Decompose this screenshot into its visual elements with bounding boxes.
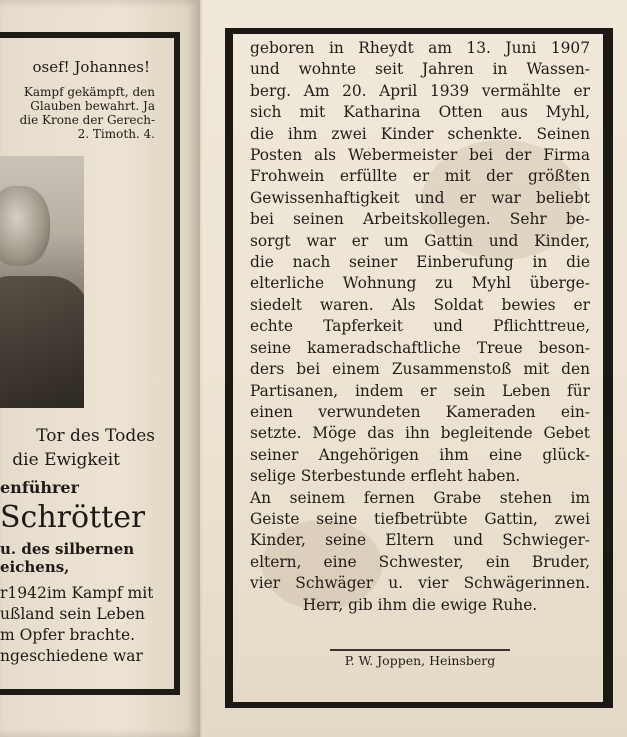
tor-des-todes-line: Tor des Todes: [36, 426, 155, 446]
verse-line-1: Kampf gekämpft, den: [23, 86, 155, 99]
text-line: Partisanen, indem er sein Leben für: [250, 381, 590, 400]
signature-divider: [330, 649, 510, 651]
text-line: Gewissenhaftigkeit und er war beliebt: [250, 188, 590, 207]
left-text-line-4: ngeschiedene war: [0, 647, 143, 665]
printer-signature: P. W. Joppen, Heinsberg: [344, 653, 496, 668]
text-line: einen verwundeten Kameraden ein-: [250, 402, 590, 421]
header-names: osef! Johannes!: [32, 58, 150, 76]
text-line: ders bei einem Zusammenstoß mit den: [250, 360, 590, 379]
text-line: geboren in Rheydt am 13. Juni 1907: [250, 39, 590, 57]
decoration-line-2: eichens,: [0, 558, 70, 576]
verse-line-3: die Krone der Gerech-: [19, 114, 155, 127]
left-text-line-2: ußland sein Leben: [0, 605, 145, 623]
left-text-line-1: r1942im Kampf mit: [0, 584, 154, 602]
text-line: An seinem fernen Grabe stehen im: [250, 488, 590, 507]
text-line: sorgt war er um Gattin und Kinder,: [250, 231, 590, 250]
text-line: siedelt waren. Als Soldat bewies er: [250, 295, 590, 314]
soldier-portrait: [0, 156, 84, 408]
text-line: vier Schwäger u. vier Schwägerinnen.: [250, 574, 590, 593]
text-line: eltern, eine Schwester, ein Bruder,: [250, 552, 590, 571]
text-line: und wohnte seit Jahren in Wassen-: [250, 60, 590, 79]
left-memorial-card: [0, 0, 200, 737]
text-line: seiner Angehörigen ihm eine glück-: [250, 445, 590, 464]
text-line: Geiste seine tiefbetrübte Gattin, zwei: [250, 509, 590, 528]
ewigkeit-line: die Ewigkeit: [12, 450, 120, 470]
text-line: berg. Am 20. April 1939 vermählte er: [250, 81, 590, 100]
text-line: bei seinen Arbeitskollegen. Sehr be-: [250, 210, 590, 229]
deceased-surname: Schrötter: [0, 500, 146, 535]
text-line: die ihm zwei Kinder schenkte. Seinen: [250, 124, 590, 143]
text-line: sich mit Katharina Otten aus Myhl,: [250, 103, 590, 122]
text-line: elterliche Wohnung zu Myhl überge-: [250, 274, 590, 293]
text-line: seine kameradschaftliche Treue beson-: [250, 338, 590, 357]
verse-line-2: Glauben bewahrt. Ja: [30, 100, 155, 113]
rank-label: enführer: [0, 478, 79, 497]
text-line: setzte. Möge das ihn begleitende Gebet: [250, 424, 590, 443]
text-line: selige Sterbestunde erfleht haben.: [250, 467, 521, 486]
text-line: Posten als Webermeister bei der Firma: [250, 146, 590, 165]
text-line: die nach seiner Einberufung in die: [250, 253, 590, 272]
closing-prayer: Herr, gib ihm die ewige Ruhe.: [302, 595, 538, 614]
text-line: Frohwein erfüllte er mit der größten: [250, 167, 590, 186]
text-line: Kinder, seine Eltern und Schwieger-: [250, 531, 590, 550]
text-line: echte Tapferkeit und Pflichttreue,: [250, 317, 590, 336]
decoration-line-1: u. des silbernen: [0, 540, 135, 558]
obituary-text: [250, 38, 590, 616]
verse-reference: 2. Timoth. 4.: [77, 128, 155, 141]
left-text-line-3: m Opfer brachte.: [0, 626, 136, 644]
